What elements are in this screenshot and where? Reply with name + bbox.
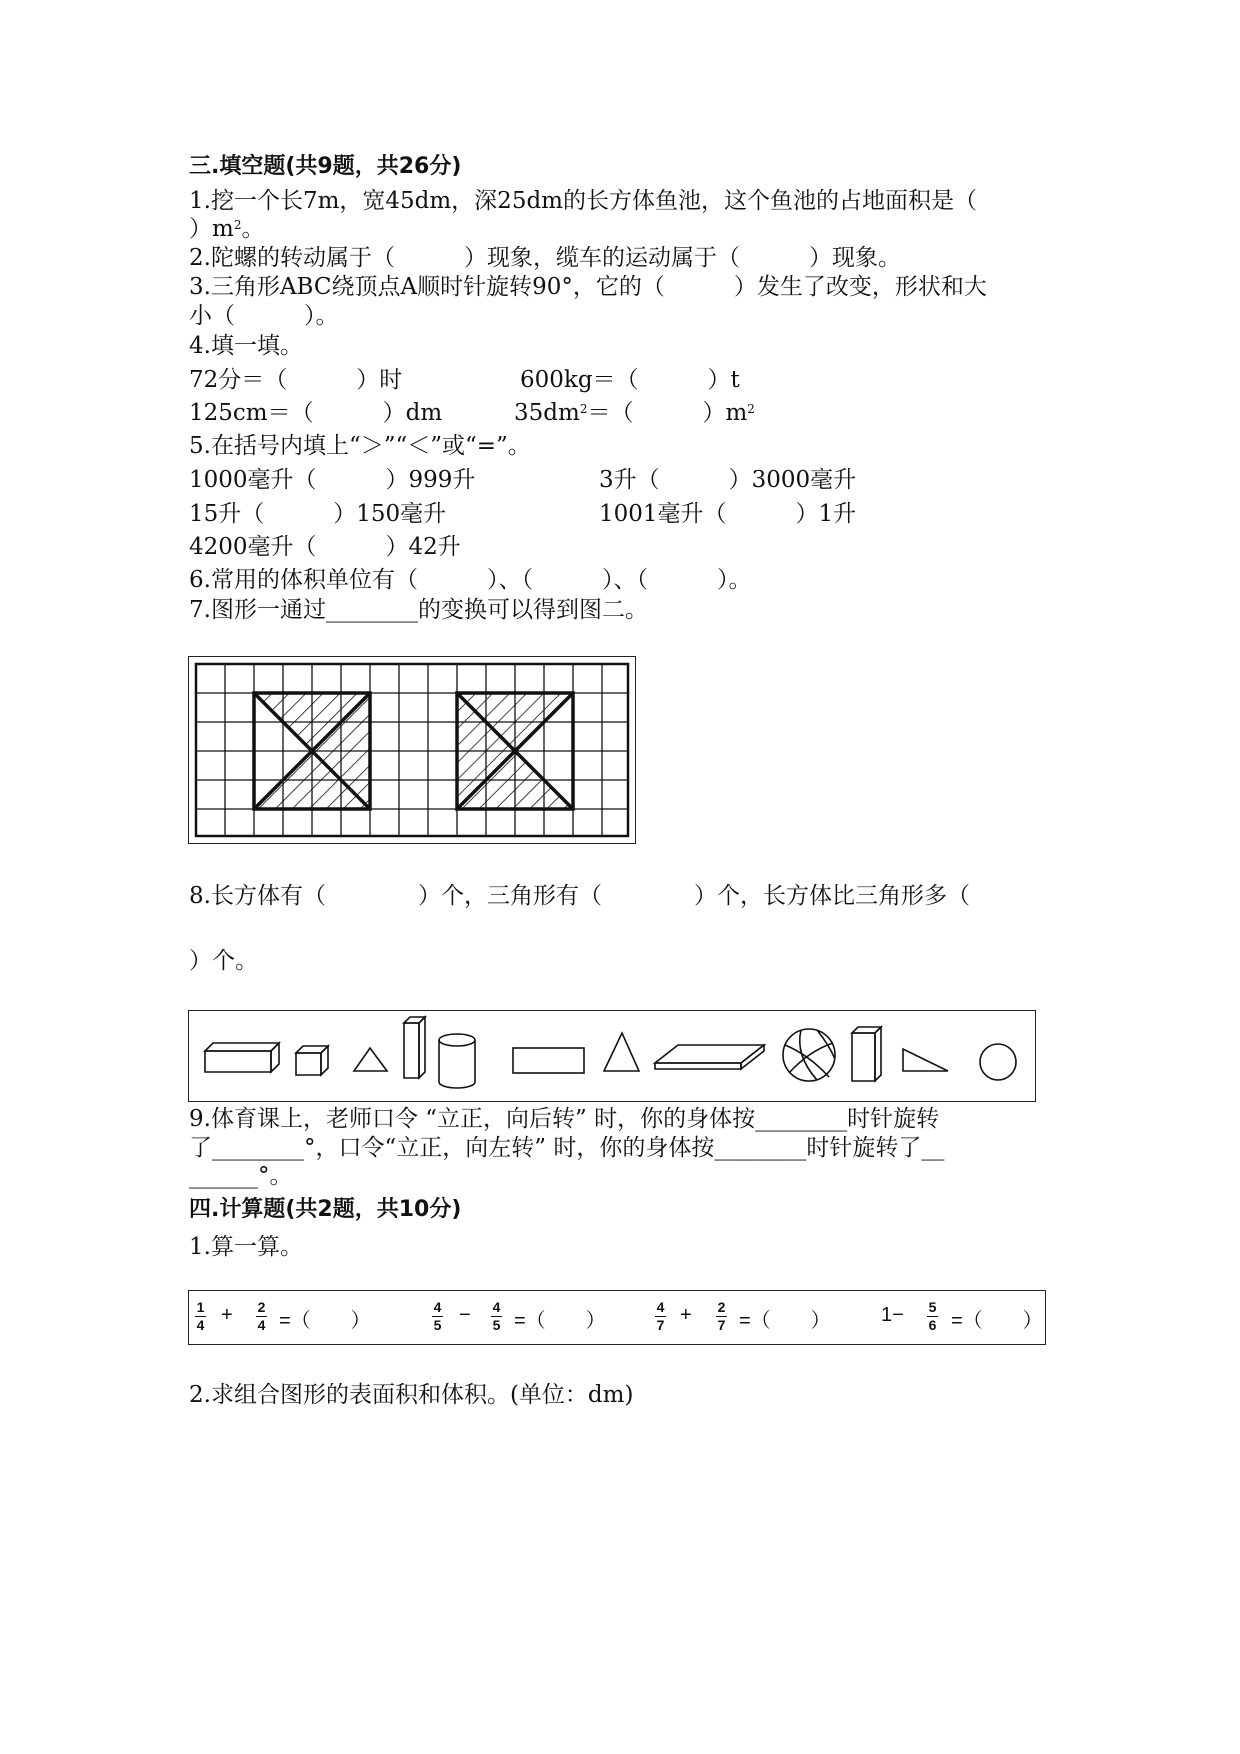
q5-title: 5.在括号内填上“＞”“＜”或“=”。 bbox=[189, 433, 531, 459]
operator: + bbox=[680, 1304, 692, 1326]
q5-item-e: 4200毫升（ ）42升 bbox=[189, 534, 461, 560]
cuboid-flat-shape bbox=[205, 1043, 279, 1072]
cylinder-shape bbox=[439, 1034, 475, 1088]
fraction: 1 4 bbox=[196, 1299, 205, 1333]
operator: − bbox=[459, 1304, 471, 1326]
section4-title: 四.计算题(共2题，共10分) bbox=[189, 1197, 462, 1222]
q1-line1: 1.挖一个长7m，宽45dm，深25dm的长方体鱼池，这个鱼池的占地面积是（ bbox=[189, 188, 977, 214]
answer-blank: =（ ） bbox=[279, 1310, 371, 1332]
q5-item-d: 1001毫升（ ）1升 bbox=[599, 501, 857, 527]
calc-q2: 2.求组合图形的表面积和体积。(单位：dm) bbox=[189, 1382, 634, 1408]
cube-shape bbox=[296, 1046, 328, 1075]
basketball-shape bbox=[783, 1029, 835, 1081]
q9-line1: 9.体育课上，老师口令 “立正，向后转” 时，你的身体按________时针旋转 bbox=[189, 1106, 940, 1132]
operator: + bbox=[221, 1304, 233, 1326]
triangle-shape-2 bbox=[604, 1033, 639, 1071]
triangle-shape-1 bbox=[354, 1048, 387, 1071]
cuboid-tall-shape bbox=[404, 1017, 425, 1078]
q3-line2: 小（ ）。 bbox=[189, 303, 339, 329]
q9-line2: 了________°，口令“立正，向左转” 时，你的身体按________时针旋转了__ bbox=[189, 1135, 945, 1161]
fraction: 4 5 bbox=[433, 1299, 442, 1333]
calc-box bbox=[188, 1290, 1046, 1345]
q4-item-d: $35dm^2=$（ ）$m^2$ bbox=[514, 400, 755, 426]
q1-line2: ）$m^2$。 bbox=[189, 216, 265, 242]
q9-line3: ______°。 bbox=[189, 1163, 293, 1189]
operator: 1− bbox=[881, 1304, 904, 1326]
right-triangle-shape bbox=[903, 1049, 948, 1071]
answer-blank: =（ ） bbox=[951, 1310, 1043, 1332]
q4-item-b: 600kg＝（ ）t bbox=[520, 367, 740, 393]
board-shape bbox=[655, 1045, 764, 1069]
q2: 2.陀螺的转动属于（ ）现象，缆车的运动属于（ ）现象。 bbox=[189, 245, 901, 271]
answer-blank: =（ ） bbox=[514, 1310, 606, 1332]
fraction: 5 6 bbox=[928, 1299, 937, 1333]
fraction: 2 4 bbox=[257, 1299, 266, 1333]
fraction: 2 7 bbox=[717, 1299, 726, 1333]
q7-grid-figure bbox=[188, 656, 636, 844]
q3-line1: 3.三角形ABC绕顶点A顺时针旋转90°，它的（ ）发生了改变，形状和大 bbox=[189, 274, 987, 300]
answer-blank: =（ ） bbox=[739, 1310, 831, 1332]
q8-line1: 8.长方体有（ ）个，三角形有（ ）个，长方体比三角形多（ bbox=[189, 883, 970, 909]
q6: 6.常用的体积单位有（ ）、（ ）、（ ）。 bbox=[189, 567, 752, 593]
section3-title: 三.填空题(共9题，共26分) bbox=[189, 154, 462, 179]
q7: 7.图形一通过________的变换可以得到图二。 bbox=[189, 597, 648, 623]
q5-item-a: 1000毫升（ ）999升 bbox=[189, 467, 476, 493]
calc-q1: 1.算一算。 bbox=[189, 1234, 303, 1260]
fraction: 4 5 bbox=[492, 1299, 501, 1333]
q8-line2: ）个。 bbox=[189, 948, 258, 974]
q8-shapes-figure bbox=[188, 1010, 1036, 1102]
fraction: 4 7 bbox=[656, 1299, 665, 1333]
circle-shape bbox=[980, 1044, 1016, 1080]
q4-item-a: 72分＝（ ）时 bbox=[189, 367, 403, 393]
rectangle-shape bbox=[513, 1048, 584, 1073]
q4-item-c: 125cm＝（ ）dm bbox=[189, 400, 443, 426]
cuboid-medium-shape bbox=[852, 1027, 881, 1081]
q5-item-c: 15升（ ）150毫升 bbox=[189, 501, 447, 527]
q5-item-b: 3升（ ）3000毫升 bbox=[599, 467, 857, 493]
q4-title: 4.填一填。 bbox=[189, 333, 303, 359]
